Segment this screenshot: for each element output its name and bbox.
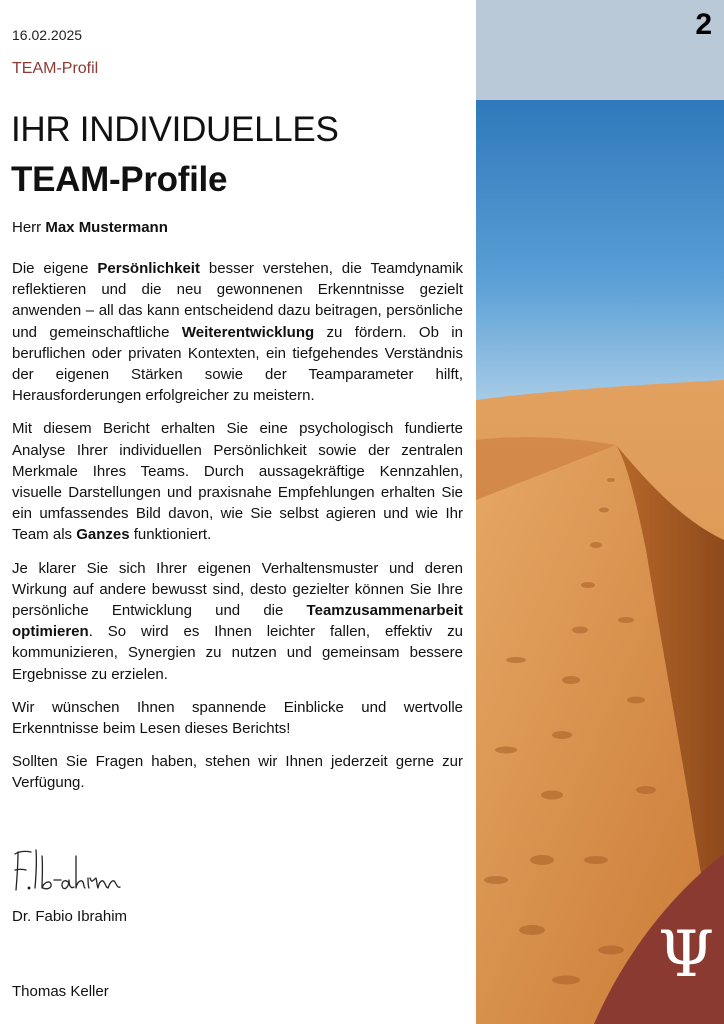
p3-text-a: Je klarer Sie sich Ihrer eigenen Verhaltensmuster und deren Wirkung auf andere bewusst sind, desto gezielter können Sie Ihre persönliche Entwicklung und die <box>12 559 463 620</box>
salutation-prefix: Herr <box>12 219 46 236</box>
p2-bold-whole: Ganzes <box>76 526 130 544</box>
desert-dune-photo <box>476 100 724 1024</box>
paragraph-4: Wir wünschen Ihnen spannende Einblicke und wertvolle Erkenntnisse beim Lesen dieses Berichts! <box>12 698 463 738</box>
p1-text-c: besser verstehen, die Teamdynamik reflektieren und die neu gewonnenen Erkenntnisse gezielt anwenden – all das kann entscheidend dazu beitragen, persönliche und gemeinschaftliche <box>12 260 463 341</box>
p2-text-c: funktioniert. <box>129 526 212 544</box>
letter-body <box>12 258 463 806</box>
p1-text-e: zu fördern. Ob in beruflichen oder privaten Kontexten, ein tiefgehendes Verständnis der eigenen Stärken sowie der Teamparameter hilft, Herausforderungen erfolgreicher zu meistern. <box>12 323 463 405</box>
p1-bold-personality: Persönlichkeit <box>97 260 200 277</box>
recipient-name: Max Mustermann <box>45 219 168 236</box>
second-author-name: Thomas Keller <box>12 983 109 1000</box>
cover-image-panel <box>476 0 724 1024</box>
psi-logo-icon: Ψ <box>657 918 715 992</box>
page-title-line2: TEAM-Profile <box>11 160 228 199</box>
page-title-line1: IHR INDIVIDUELLES <box>11 110 339 149</box>
handwritten-signature <box>12 842 122 894</box>
page-number: 2 <box>695 8 712 41</box>
report-date: 16.02.2025 <box>12 27 83 43</box>
section-label: TEAM-Profil <box>12 60 99 77</box>
p3-text-c: . So wird es Ihnen leichter fallen, effektiv zu kommunizieren, Synergien zu nutzen und gemeinsam bessere Ergebnisse zu erzielen. <box>12 623 463 683</box>
paragraph-2 <box>12 418 463 545</box>
sky <box>476 100 724 400</box>
paragraph-3 <box>12 558 463 685</box>
signer-name: Dr. Fabio Ibrahim <box>12 908 128 925</box>
p2-text-a: Mit diesem Bericht erhalten Sie eine psychologisch fundierte Analyse Ihrer individuellen Persönlichkeit sowie der zentralen Merkmale Ihres Teams. Durch aussagekräftige Kennzahlen, visuelle Darstellungen und praxisnahe Empfehlungen erhalten Sie ein umfassendes Bild davon, wie Sie selbst agieren und wie Ihr Team als <box>12 420 463 544</box>
p1-bold-development: Weiterentwicklung <box>181 323 315 341</box>
salutation <box>12 219 168 236</box>
p1-text-a: Die eigene <box>12 260 98 277</box>
paragraph-5: Sollten Sie Fragen haben, stehen wir Ihnen jederzeit gerne zur Verfügung. <box>12 753 463 792</box>
p3-bold-teamwork: Teamzusammenarbeit optimieren <box>12 602 463 641</box>
page-number-strip <box>476 0 724 100</box>
paragraph-1 <box>12 258 463 406</box>
